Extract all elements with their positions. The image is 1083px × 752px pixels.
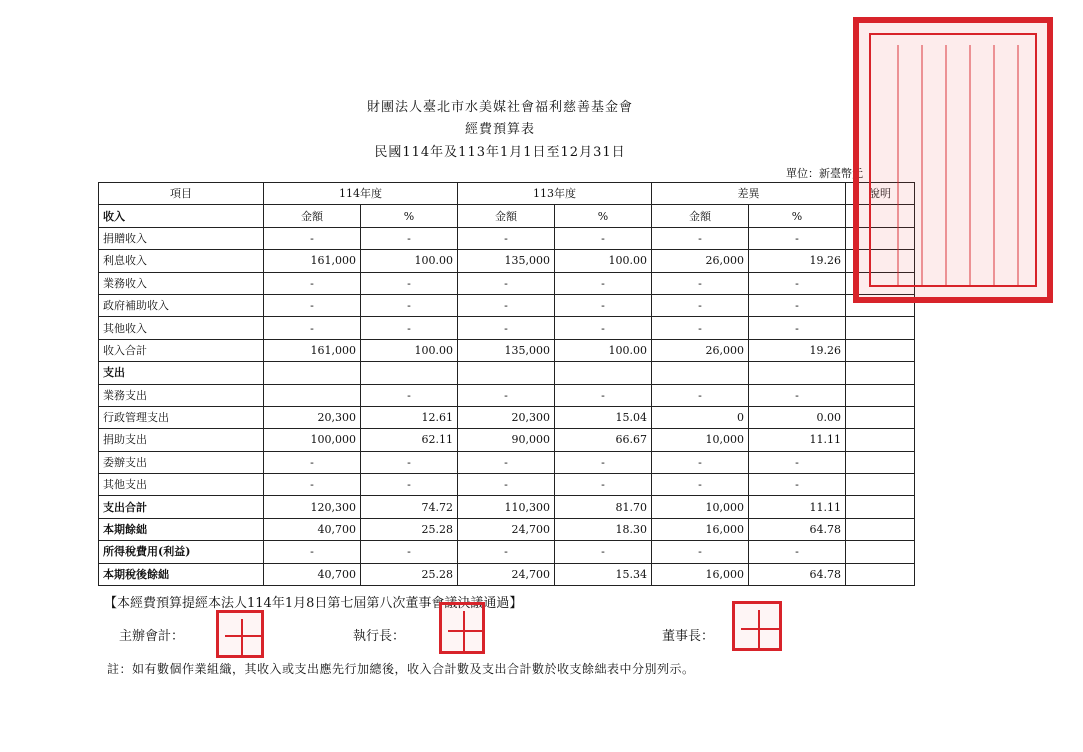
percent-cell: - [555,272,652,294]
note-cell [846,563,915,585]
amount-cell: 135,000 [458,339,555,361]
table-row [99,317,915,339]
chairman-seal-stamp [732,601,782,651]
note-cell [846,406,915,428]
section-row [99,362,915,384]
percent-cell: - [361,317,458,339]
amount-cell: - [458,272,555,294]
empty-cell [749,362,846,384]
percent-cell: 64.78 [749,518,846,540]
note-cell [846,451,915,473]
note-cell [846,317,915,339]
percent-cell: 25.28 [361,563,458,585]
percent-cell: - [555,384,652,406]
table-row [99,384,915,406]
percent-header: % [749,205,846,227]
amount-cell: - [458,384,555,406]
row-label: 支出合計 [99,496,264,518]
row-label: 行政管理支出 [99,406,264,428]
amount-cell: - [652,451,749,473]
amount-cell: - [458,317,555,339]
percent-cell: 12.61 [361,406,458,428]
section-row [99,541,915,563]
group-header-note: 說明 [846,183,915,205]
percent-cell: - [555,294,652,316]
section-row [99,205,915,227]
percent-cell: 100.00 [361,339,458,361]
executive-seal-stamp [439,602,485,654]
currency-unit: 單位：新臺幣元 [786,167,863,180]
percent-cell: - [749,384,846,406]
table-row [99,339,915,361]
executive-label: 執行長： [353,629,406,644]
amount-cell: 10,000 [652,429,749,451]
row-label: 其他收入 [99,317,264,339]
percent-cell: - [555,474,652,496]
percent-cell: 74.72 [361,496,458,518]
percent-cell: - [361,384,458,406]
percent-cell: 64.78 [749,563,846,585]
amount-cell: - [458,474,555,496]
percent-cell: 18.30 [555,518,652,540]
percent-cell: - [361,474,458,496]
amount-cell: 0 [652,406,749,428]
group-header-diff: 差異 [652,183,846,205]
percent-cell: 15.34 [555,563,652,585]
percent-cell: - [749,541,846,563]
period: 民國114年及113年1月1日至12月31日 [374,145,626,160]
accountant-label: 主辦會計： [119,629,185,644]
amount-cell: - [264,474,361,496]
empty-cell [555,362,652,384]
amount-cell: 10,000 [652,496,749,518]
section-row [99,496,915,518]
amount-cell: 110,300 [458,496,555,518]
row-label: 委辦支出 [99,451,264,473]
percent-cell: - [749,272,846,294]
accountant-seal-stamp [216,610,264,658]
item-header: 項目 [99,183,264,205]
group-header-113: 113年度 [458,183,652,205]
note-cell [846,384,915,406]
amount-cell: 40,700 [264,518,361,540]
note-cell [846,541,915,563]
amount-cell: - [652,227,749,249]
amount-cell [264,384,361,406]
amount-cell: 24,700 [458,563,555,585]
percent-cell: - [749,227,846,249]
row-label: 所得稅費用(利益) [99,541,264,563]
percent-cell: - [361,294,458,316]
row-label: 本期餘絀 [99,518,264,540]
amount-cell: 120,300 [264,496,361,518]
amount-header: 金額 [652,205,749,227]
percent-cell: - [749,294,846,316]
percent-cell: 81.70 [555,496,652,518]
table-row [99,474,915,496]
amount-cell: - [264,451,361,473]
footnote: 註：如有數個作業組織，其收入或支出應先行加總後，收入合計數及支出合計數於收支餘絀表中分別列示。 [107,662,695,676]
amount-cell: - [652,474,749,496]
amount-cell: - [652,317,749,339]
percent-cell: - [749,317,846,339]
amount-cell: 161,000 [264,250,361,272]
percent-cell: 15.04 [555,406,652,428]
percent-cell: 19.26 [749,339,846,361]
percent-cell: 0.00 [749,406,846,428]
note-cell [846,474,915,496]
amount-cell: 20,300 [264,406,361,428]
amount-cell: - [458,541,555,563]
row-label: 支出 [99,362,264,384]
percent-cell: - [361,451,458,473]
table-row [99,451,915,473]
table-row [99,294,915,316]
row-label: 收入 [99,205,264,227]
empty-cell [361,362,458,384]
percent-header: % [361,205,458,227]
approval-statement: 【本經費預算提經本法人114年1月8日第七屆第八次董事會議決議通過】 [104,596,523,611]
amount-cell: - [652,541,749,563]
foundation-seal-stamp [853,17,1053,303]
amount-cell: 16,000 [652,518,749,540]
amount-cell: 26,000 [652,339,749,361]
percent-cell: 100.00 [555,339,652,361]
row-label: 捐助支出 [99,429,264,451]
percent-cell: 11.11 [749,496,846,518]
amount-cell: 161,000 [264,339,361,361]
percent-cell: 100.00 [361,250,458,272]
note-cell [846,362,915,384]
chairman-label: 董事長： [662,629,715,644]
row-label: 政府補助收入 [99,294,264,316]
amount-header: 金額 [264,205,361,227]
percent-cell: - [749,451,846,473]
row-label: 業務支出 [99,384,264,406]
group-header-row [99,183,915,205]
empty-cell [264,362,361,384]
row-label: 收入合計 [99,339,264,361]
table-row [99,227,915,249]
group-header-114: 114年度 [264,183,458,205]
row-label: 捐贈收入 [99,227,264,249]
amount-cell: - [458,294,555,316]
amount-cell: - [264,272,361,294]
note-cell [846,496,915,518]
amount-cell: - [264,317,361,339]
amount-cell: 16,000 [652,563,749,585]
percent-cell: - [749,474,846,496]
percent-cell: - [555,451,652,473]
table-row [99,429,915,451]
note-cell [846,339,915,361]
row-label: 業務收入 [99,272,264,294]
amount-cell: - [652,272,749,294]
empty-cell [458,362,555,384]
amount-cell: 24,700 [458,518,555,540]
amount-cell: 26,000 [652,250,749,272]
row-label: 本期稅後餘絀 [99,563,264,585]
doc-title: 經費預算表 [464,122,535,137]
amount-cell: - [652,294,749,316]
percent-cell: - [555,541,652,563]
section-row [99,518,915,540]
section-row [99,563,915,585]
empty-cell [652,362,749,384]
percent-cell: 11.11 [749,429,846,451]
table-row [99,272,915,294]
table-row [99,250,915,272]
row-label: 其他支出 [99,474,264,496]
percent-cell: - [361,272,458,294]
amount-cell: 20,300 [458,406,555,428]
amount-cell: 40,700 [264,563,361,585]
percent-cell: 19.26 [749,250,846,272]
note-cell [846,518,915,540]
org-name: 財團法人臺北市水美媒社會福利慈善基金會 [366,100,633,115]
amount-cell: - [264,227,361,249]
amount-cell: - [458,451,555,473]
amount-cell: - [652,384,749,406]
percent-cell: 25.28 [361,518,458,540]
amount-cell: - [458,227,555,249]
amount-cell: 100,000 [264,429,361,451]
percent-cell: - [555,317,652,339]
percent-cell: - [361,541,458,563]
amount-cell: 135,000 [458,250,555,272]
percent-header: % [555,205,652,227]
percent-cell: 66.67 [555,429,652,451]
percent-cell: 62.11 [361,429,458,451]
percent-cell: 100.00 [555,250,652,272]
budget-table [98,182,915,586]
note-cell [846,429,915,451]
amount-cell: - [264,541,361,563]
amount-cell: - [264,294,361,316]
amount-header: 金額 [458,205,555,227]
percent-cell: - [555,227,652,249]
row-label: 利息收入 [99,250,264,272]
table-row [99,406,915,428]
percent-cell: - [361,227,458,249]
amount-cell: 90,000 [458,429,555,451]
